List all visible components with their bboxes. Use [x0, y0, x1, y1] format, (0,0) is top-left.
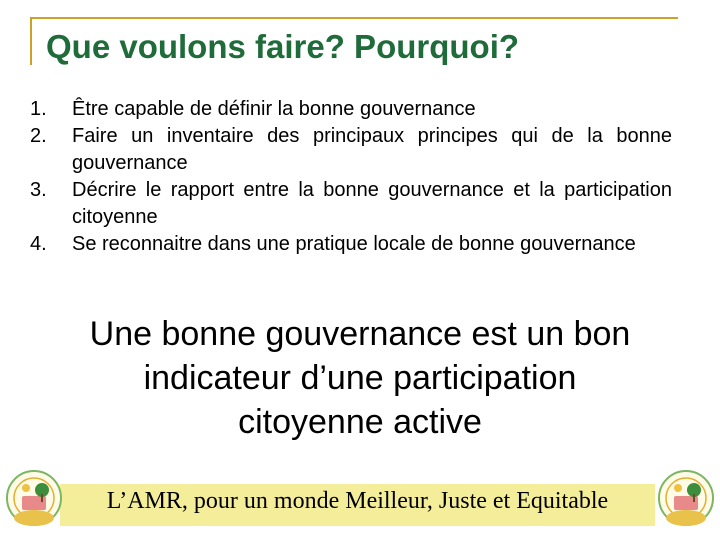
organization-logo-icon [656, 466, 716, 534]
organization-logo-icon [4, 466, 64, 534]
list-item-number: 3. [30, 179, 47, 201]
list-item [30, 123, 672, 177]
footer-slogan: L’AMR, pour un monde Meilleur, Juste et Equitable [106, 488, 609, 514]
slide-title: Que voulons faire? Pourquoi? [46, 28, 520, 65]
callout-line: citoyenne active [238, 403, 482, 441]
list-item [30, 231, 672, 258]
list-item-number: 1. [30, 98, 47, 120]
list-item-text: Faire un inventaire des principaux principes qui de la bonne gouvernance [72, 125, 672, 174]
callout-line: Une bonne gouvernance est un bon [89, 315, 631, 353]
list-item-number: 4. [30, 233, 47, 255]
callout-statement [40, 312, 680, 444]
list-item [30, 177, 672, 231]
frame-top-line [30, 17, 678, 19]
list-item-number: 2. [30, 125, 47, 147]
callout-line: indicateur d’une participation [143, 359, 577, 397]
list-item-text: Se reconnaitre dans une pratique locale de bonne gouvernance [72, 233, 636, 255]
objectives-list [30, 96, 672, 258]
list-item-text: Être capable de définir la bonne gouvernance [72, 98, 476, 120]
list-item [30, 96, 672, 123]
frame-left-line [30, 17, 32, 65]
list-item-text: Décrire le rapport entre la bonne gouvernance et la participation citoyenne [72, 179, 672, 228]
